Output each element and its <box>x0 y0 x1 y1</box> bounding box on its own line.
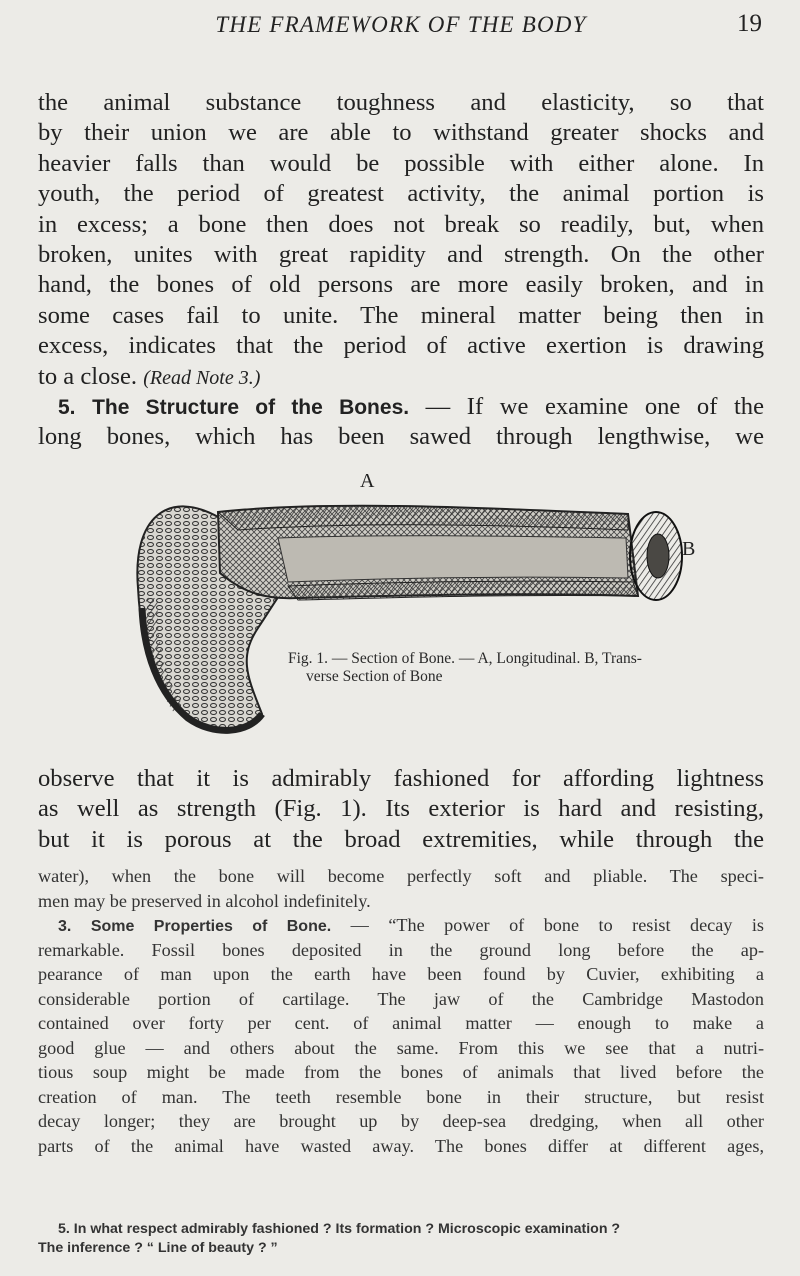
read-note-reference: (Read Note 3.) <box>143 366 261 389</box>
review-questions <box>38 1220 764 1258</box>
text-fragment: — “The power of bone to resist decay is <box>331 915 764 935</box>
note-line: tious soup might be made from the bones of animals that lived before the <box>38 1062 764 1082</box>
figure-caption <box>288 650 658 686</box>
note-number: 3. <box>58 918 72 935</box>
note-heading: Some Properties of Bone. <box>90 918 332 935</box>
text-line: some cases fail to unite. The mineral matter being then in <box>38 301 764 329</box>
note-line: water), when the bone will become perfectly soft and pliable. The speci- <box>38 866 764 886</box>
note-line: considerable portion of cartilage. The jaw of the Cambridge Mastodon <box>38 988 764 1009</box>
figure-bone-section <box>128 470 696 750</box>
note-line: men may be preserved in alcohol indefinitely. <box>38 890 371 911</box>
page-number: 19 <box>737 10 762 37</box>
text-line: excess, indicates that the period of active exertion is drawing <box>38 332 764 360</box>
note-line: pearance of man upon the earth have been found by Cuvier, exhibiting a <box>38 964 764 984</box>
running-title: THE FRAMEWORK OF THE BODY <box>215 12 587 37</box>
footnote-block <box>38 864 764 1158</box>
question-line: 5. In what respect admirably fashioned ? Its formation ? Microscopic examination ? <box>58 1221 621 1237</box>
question-line: The inference ? “ Line of beauty ? ” <box>38 1240 278 1256</box>
text-line: heavier falls than would be possible with either alone. In <box>38 149 764 177</box>
paragraph-animal-substance <box>38 88 764 453</box>
figure-caption-line: Fig. 1. — Section of Bone. — A, Longitudinal. B, Trans- <box>288 650 642 667</box>
note-line: parts of the animal have wasted away. The bones differ at different ages, <box>38 1135 764 1156</box>
text-line: youth, the period of greatest activity, the animal portion is <box>38 180 764 208</box>
text-line: the animal substance toughness and elasticity, so that <box>38 89 764 116</box>
text-line: long bones, which has been sawed through lengthwise, we <box>38 423 764 451</box>
text-line: observe that it is admirably fashioned for affording lightness <box>38 765 764 792</box>
text-line: in excess; a bone then does not break so readily, but, when <box>38 210 764 238</box>
figure-caption-line: verse Section of Bone <box>306 668 443 685</box>
section-number: 5. <box>58 395 76 419</box>
text-line: hand, the bones of old persons are more easily broken, and in <box>38 271 764 299</box>
text-line: broken, unites with great rapidity and strength. On the other <box>38 240 764 268</box>
note-line: contained over forty per cent. of animal matter — enough to make a <box>38 1013 764 1033</box>
section-heading: The Structure of the Bones. <box>92 395 410 419</box>
text-fragment: — If we examine one of the <box>409 392 764 420</box>
page-header <box>40 8 762 44</box>
text-fragment: to a close. <box>38 362 138 390</box>
note-heading-line <box>38 913 764 938</box>
note-line: good glue — and others about the same. From this we see that a nutri- <box>38 1037 764 1058</box>
paragraph-structure <box>38 764 764 855</box>
note-line: remarkable. Fossil bones deposited in the ground long before the ap- <box>38 939 764 960</box>
note-line: creation of man. The teeth resemble bone in their structure, but resist <box>38 1086 764 1107</box>
text-line: by their union we are able to withstand greater shocks and <box>38 119 764 147</box>
note-line: decay longer; they are brought up by deep-sea dredging, when all other <box>38 1111 764 1131</box>
section-heading-line <box>38 392 764 422</box>
text-line: as well as strength (Fig. 1). Its exterior is hard and resisting, <box>38 795 764 823</box>
figure-label-a: A <box>360 470 375 492</box>
text-line: but it is porous at the broad extremities, while through the <box>38 825 764 853</box>
figure-label-b: B <box>682 538 696 560</box>
bone-illustration <box>128 478 696 750</box>
text-line <box>38 362 764 392</box>
